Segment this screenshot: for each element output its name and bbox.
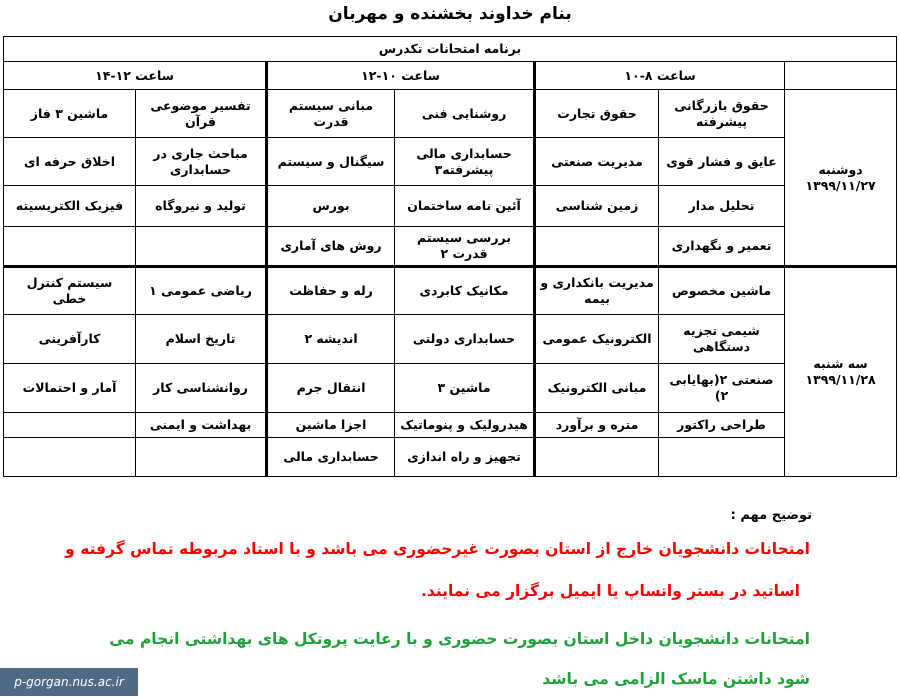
- table-cell: ماشین ۳: [395, 364, 535, 413]
- site-watermark: p-gorgan.nus.ac.ir: [0, 668, 138, 696]
- table-cell: اجزا ماشین: [267, 413, 395, 438]
- table-row: [4, 438, 897, 477]
- table-cell: [659, 438, 785, 477]
- table-cell: تولید و نیروگاه: [136, 186, 267, 227]
- table-cell: ماشین ۳ فاز: [4, 90, 136, 138]
- table-cell: فیزیک الکتریسیته: [4, 186, 136, 227]
- note-red-line-1: امتحانات دانشجویان خارج از استان بصورت غیرحضوری می باشد و با استاد مربوطه تماس گرفته و: [65, 540, 810, 558]
- table-cell: حسابداری مالی: [267, 438, 395, 477]
- table-cell: هیدرولیک و پنوماتیک: [395, 413, 535, 438]
- table-cell: [535, 227, 659, 267]
- table-row: [4, 364, 897, 413]
- table-row: [4, 227, 897, 267]
- table-cell: روانشناسی کار: [136, 364, 267, 413]
- table-cell: بهداشت و ایمنی: [136, 413, 267, 438]
- table-cell: تعمیر و نگهداری: [659, 227, 785, 267]
- note-label: توضیح مهم :: [730, 508, 812, 523]
- header-empty: [785, 62, 897, 90]
- table-cell: بورس: [267, 186, 395, 227]
- header-slot-10-12: ساعت ۱۰-۱۲: [267, 62, 535, 90]
- table-cell: آمار و احتمالات: [4, 364, 136, 413]
- table-cell: اخلاق حرفه ای: [4, 138, 136, 186]
- table-cell: [4, 227, 136, 267]
- day-monday: دوشنبه ۱۳۹۹/۱۱/۲۷: [785, 90, 897, 267]
- table-row: [4, 186, 897, 227]
- table-cell: [4, 438, 136, 477]
- table-cell: ماشین مخصوص: [659, 267, 785, 315]
- table-cell: تحلیل مدار: [659, 186, 785, 227]
- note-green-line-1: امتحانات دانشجویان داخل استان بصورت حضوری و با رعایت پروتکل های بهداشتی انجام می: [109, 630, 810, 648]
- note-green-line-2: شود داشتن ماسک الزامی می باشد: [542, 670, 810, 688]
- table-cell: رله و حفاظت: [267, 267, 395, 315]
- note-red-line-2: اساتید در بستر واتساپ یا ایمیل برگزار می نمایند.: [420, 582, 800, 600]
- table-cell: مدیریت صنعتی: [535, 138, 659, 186]
- table-cell: طراحی راکتور: [659, 413, 785, 438]
- table-row: [4, 413, 897, 438]
- table-cell: مبانی سیستم قدرت: [267, 90, 395, 138]
- table-cell: اندیشه ۲: [267, 315, 395, 364]
- table-cell: مبانی الکترونیک: [535, 364, 659, 413]
- table-row: [4, 267, 897, 315]
- header-slot-12-14: ساعت ۱۲-۱۴: [4, 62, 267, 90]
- table-cell: شیمی تجزیه دستگاهی: [659, 315, 785, 364]
- table-row: [4, 138, 897, 186]
- table-cell: مدیریت بانکداری و بیمه: [535, 267, 659, 315]
- table-cell: [4, 413, 136, 438]
- table-cell: متره و برآورد: [535, 413, 659, 438]
- page-heading: بنام خداوند بخشنده و مهربان: [328, 4, 572, 24]
- table-cell: حقوق تجارت: [535, 90, 659, 138]
- table-cell: انتقال جرم: [267, 364, 395, 413]
- table-cell: روش های آماری: [267, 227, 395, 267]
- table-cell: مباحث جاری در حسابداری: [136, 138, 267, 186]
- table-cell: حسابداری مالی پیشرفته۳: [395, 138, 535, 186]
- table-cell: کارآفرینی: [4, 315, 136, 364]
- table-cell: ریاضی عمومی ۱: [136, 267, 267, 315]
- table-cell: مکانیک کابردی: [395, 267, 535, 315]
- table-cell: تفسیر موضوعی قرآن: [136, 90, 267, 138]
- table-cell: زمین شناسی: [535, 186, 659, 227]
- exam-schedule-table: [3, 36, 897, 477]
- table-cell: صنعتی ۲(بهایابی ۲): [659, 364, 785, 413]
- table-cell: روشنایی فنی: [395, 90, 535, 138]
- table-cell: [136, 438, 267, 477]
- table-cell: تجهیز و راه اندازی: [395, 438, 535, 477]
- table-row: [4, 315, 897, 364]
- table-cell: الکترونیک عمومی: [535, 315, 659, 364]
- table-cell: تاریخ اسلام: [136, 315, 267, 364]
- table-cell: [136, 227, 267, 267]
- table-cell: عایق و فشار قوی: [659, 138, 785, 186]
- table-cell: [535, 438, 659, 477]
- table-row: [4, 90, 897, 138]
- day-tuesday: سه شنبه ۱۳۹۹/۱۱/۲۸: [785, 267, 897, 477]
- table-cell: حسابداری دولتی: [395, 315, 535, 364]
- table-cell: سیگنال و سیستم: [267, 138, 395, 186]
- table-title: برنامه امتحانات تکدرس: [4, 37, 897, 62]
- table-cell: آئین نامه ساختمان: [395, 186, 535, 227]
- header-slot-8-10: ساعت ۸-۱۰: [535, 62, 785, 90]
- table-cell: بررسی سیستم قدرت ۲: [395, 227, 535, 267]
- table-cell: حقوق بازرگانی پیشرفته: [659, 90, 785, 138]
- table-cell: سیستم کنترل خطی: [4, 267, 136, 315]
